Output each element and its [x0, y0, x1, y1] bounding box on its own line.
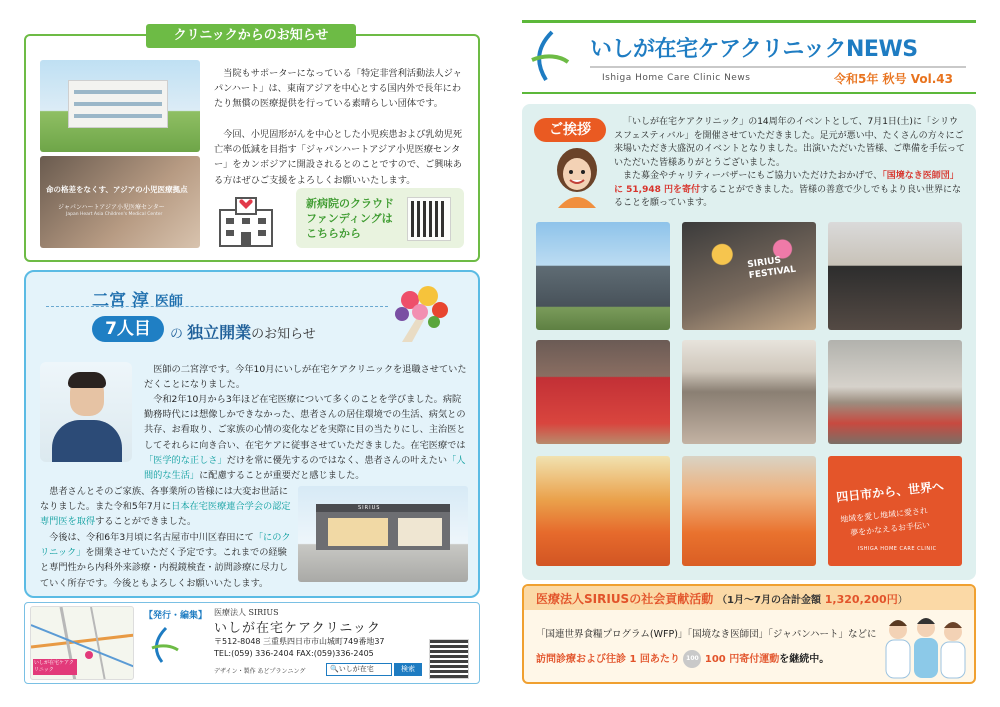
- photo-caption-1: 命の格差をなくす、アジアの小児医療拠点: [46, 185, 188, 194]
- doctor-para2: [144, 392, 470, 483]
- slogan-brand: ISHIGA HOME CARE CLINIC: [858, 546, 937, 552]
- footer-address: 〒512-8048 三重県四日市市山城町749番地37: [214, 637, 385, 646]
- hospital-building-photo: [40, 60, 200, 152]
- donation-highlight: 「国境なき医師団」に 51,948 円を寄付: [614, 171, 959, 195]
- social-line2a: 訪問診療および往診 1 回あたり: [536, 654, 680, 665]
- seventh-badge: 7人目: [92, 316, 164, 342]
- greeting-para2a: また募金やチャリティーバザーにもご協力いただけたおかげで、: [623, 171, 883, 181]
- doctor-para1: 医師の二宮淳です。今年10月にいしが在宅ケアクリニックを退職させていただくことになりました。: [144, 364, 467, 391]
- doctor-name: [92, 286, 183, 311]
- headline: [170, 320, 316, 343]
- hospital-icon: [214, 194, 278, 248]
- doctor-para4: [40, 530, 292, 591]
- event-photo-hula-dancers[interactable]: [536, 340, 670, 444]
- map-clinic-label: いしが在宅ケアクリニック: [33, 659, 77, 675]
- event-photo-group-shirts[interactable]: [536, 456, 670, 566]
- quote-nino-clinic: 「にのクリニック」: [40, 532, 291, 559]
- event-photo-staff-group[interactable]: [682, 456, 816, 566]
- headline-tail: のお知らせ: [251, 327, 316, 342]
- clinic-notice-para1: 当院もサポーターになっている「特定非営利活動法人ジャパンハート」は、東南アジアを中心とする国内外で長年にわたり無償の医療提供を行っている素晴らしい団体です。: [214, 68, 462, 110]
- building-sign-text: SIRIUS: [358, 505, 381, 511]
- festival-sign-text: SIRIUS FESTIVAL: [746, 255, 797, 282]
- flower-bouquet-icon: [388, 282, 454, 344]
- crowdfunding-label[interactable]: 新病院のクラウドファンディングはこちらから: [306, 197, 394, 240]
- social-title: [536, 590, 908, 607]
- greeting-para1: 「いしが在宅ケアクリニック」の14周年のイベントとして、7月1日(土)に「シリウスフェスティバル」を開催させていただきました。足元が悪い中、たくさんの方々にご来場いただき大盛況のイベントとなりました。出演いただいた皆様、ご準備を手伝っていただいた皆様ありがとうございました。: [614, 117, 966, 168]
- social-line2: [536, 650, 829, 668]
- social-amount: 1,320,200円: [824, 593, 898, 606]
- headline-no: の: [170, 327, 184, 342]
- quote-certified-specialist: 日本在宅医療連合学会の認定専門医を取得: [40, 501, 291, 528]
- doctor-para2a: 令和2年10月から3年ほど在宅医療について多くのことを学びました。病院勤務時代には想像しかできなかった、患者さんの居住環境での生活、病気との共存、お看取り、ご家族の心情の変化などを実際に目の当たりにし、主治医としてそれらに向き合い、在宅ケアに従事させていただきました。在宅医療では: [144, 394, 466, 451]
- footer-phone: TEL:(059) 336-2404 FAX:(059)336-2405: [214, 649, 374, 658]
- footer-clinic-name: いしが在宅ケアクリニック: [214, 621, 381, 636]
- coin-100-icon: 100: [683, 650, 701, 668]
- clinic-notice-para2: 今回、小児固形がんを中心とした小児疾患および乳幼児死亡率の低減を目指す「ジャパンハートアジア小児医療センター」をカンボジアに開設されるとのことですので、ご興味ある方はぜひご支援をよろしくお願いいたします。: [214, 129, 463, 186]
- social-title-text: 医療法人SIRIUSの社会貢献活動: [536, 592, 714, 606]
- event-photo-slogan-banner[interactable]: [828, 456, 962, 566]
- event-photo-bazaar[interactable]: [828, 340, 962, 444]
- social-line2c: を継続中。: [779, 654, 830, 665]
- medical-staff-illustration: [880, 614, 970, 680]
- headline-main: 独立開業: [187, 323, 252, 342]
- photo-caption-3: Japan Heart Asia Children's Medical Center: [66, 212, 163, 217]
- event-photo-audience[interactable]: [682, 340, 816, 444]
- doctor-para2c: に配慮することが重要だと感じました。: [199, 470, 365, 482]
- quote-human-life: 「人間的な生活」: [144, 454, 466, 482]
- doctor-para3: [40, 484, 292, 530]
- issue-label: 令和5年 秋号 Vol.43: [834, 72, 953, 86]
- child-patient-photo: [40, 156, 200, 248]
- header-bottom-rule: [522, 92, 976, 94]
- greeting-badge: ご挨拶: [534, 118, 606, 142]
- crowdfunding-qr-icon[interactable]: [408, 198, 450, 240]
- news-title: いしが在宅ケアクリニックNEWS: [590, 37, 918, 62]
- doctor-name-underline: [46, 306, 388, 307]
- footer-design-credit: デザイン・製作 あどプランニング: [214, 668, 306, 675]
- footer-search-input[interactable]: [326, 663, 392, 676]
- footer-qr-icon[interactable]: [430, 640, 468, 678]
- event-photo-performers[interactable]: [828, 222, 962, 330]
- greeting-para2: [614, 170, 966, 211]
- greeting-para2c: することができました。皆様の善意で少しでもより良い世界になることを願っています。: [614, 184, 962, 209]
- header-top-rule: [522, 20, 976, 23]
- doctor-para3a: 患者さんとそのご家族、各事業所の皆様には大変お世話になりました。また令和5年7月に: [40, 486, 289, 513]
- director-caricature-icon: [550, 146, 604, 208]
- search-icon: 🔍: [330, 665, 339, 673]
- footer-search-button[interactable]: 検索: [394, 663, 422, 676]
- doctor-para2b: だけを常に優先するのではなく、患者さんの叶えたい: [226, 454, 448, 466]
- slogan-line-3: 夢をかなえるお手伝い: [849, 520, 931, 538]
- access-map[interactable]: [30, 606, 134, 680]
- doctor-name-text: 二宮 淳: [92, 291, 149, 311]
- quote-medical-correctness: 「医学的な正しさ」: [144, 454, 227, 466]
- doctor-para4a: 今後は、令和6年3月頃に名古屋市中川区春田にて: [49, 532, 254, 543]
- footer-org-type: 医療法人 SIRIUS: [214, 608, 279, 617]
- social-period: （1月〜7月の合計金額: [717, 595, 821, 606]
- doctor-title-suffix: 医師: [154, 294, 183, 310]
- news-logo-icon: [530, 30, 570, 82]
- clinic-notice-title: クリニックからのお知らせ: [146, 24, 356, 48]
- footer-logo-icon: [150, 626, 180, 664]
- news-title-underline: [590, 66, 966, 68]
- event-photo-festival-sign[interactable]: [682, 222, 816, 330]
- doctor-para3b: することができました。: [95, 516, 197, 528]
- publish-label: 【発行・編集】: [144, 611, 208, 621]
- slogan-line-1: 四日市から、世界へ: [835, 479, 945, 505]
- photo-caption-2: ジャパンハートアジア小児医療センター: [58, 204, 165, 211]
- event-photo-venue[interactable]: [536, 222, 670, 330]
- social-line2b: 100 円寄付運動: [704, 654, 780, 665]
- doctor-para4b: を開業させていただく予定です。これまでの経験と専門性から内科外来診療・内視鏡検査・訪問診療に尽力していく所存です。今後ともよろしくお願いいたします。: [40, 547, 289, 589]
- news-subtitle: Ishiga Home Care Clinic News: [602, 73, 751, 83]
- doctor-portrait-photo: [40, 362, 132, 462]
- slogan-line-2: 地域を愛し地域に愛され: [839, 506, 929, 525]
- social-line1: 「国連世界食糧プログラム(WFP)」「国境なき医師団」「ジャパンハート」などに: [536, 629, 877, 640]
- footer-search-text: いしが在宅: [338, 665, 374, 673]
- social-close: ）: [897, 595, 908, 606]
- new-clinic-building-rendering: [298, 486, 468, 582]
